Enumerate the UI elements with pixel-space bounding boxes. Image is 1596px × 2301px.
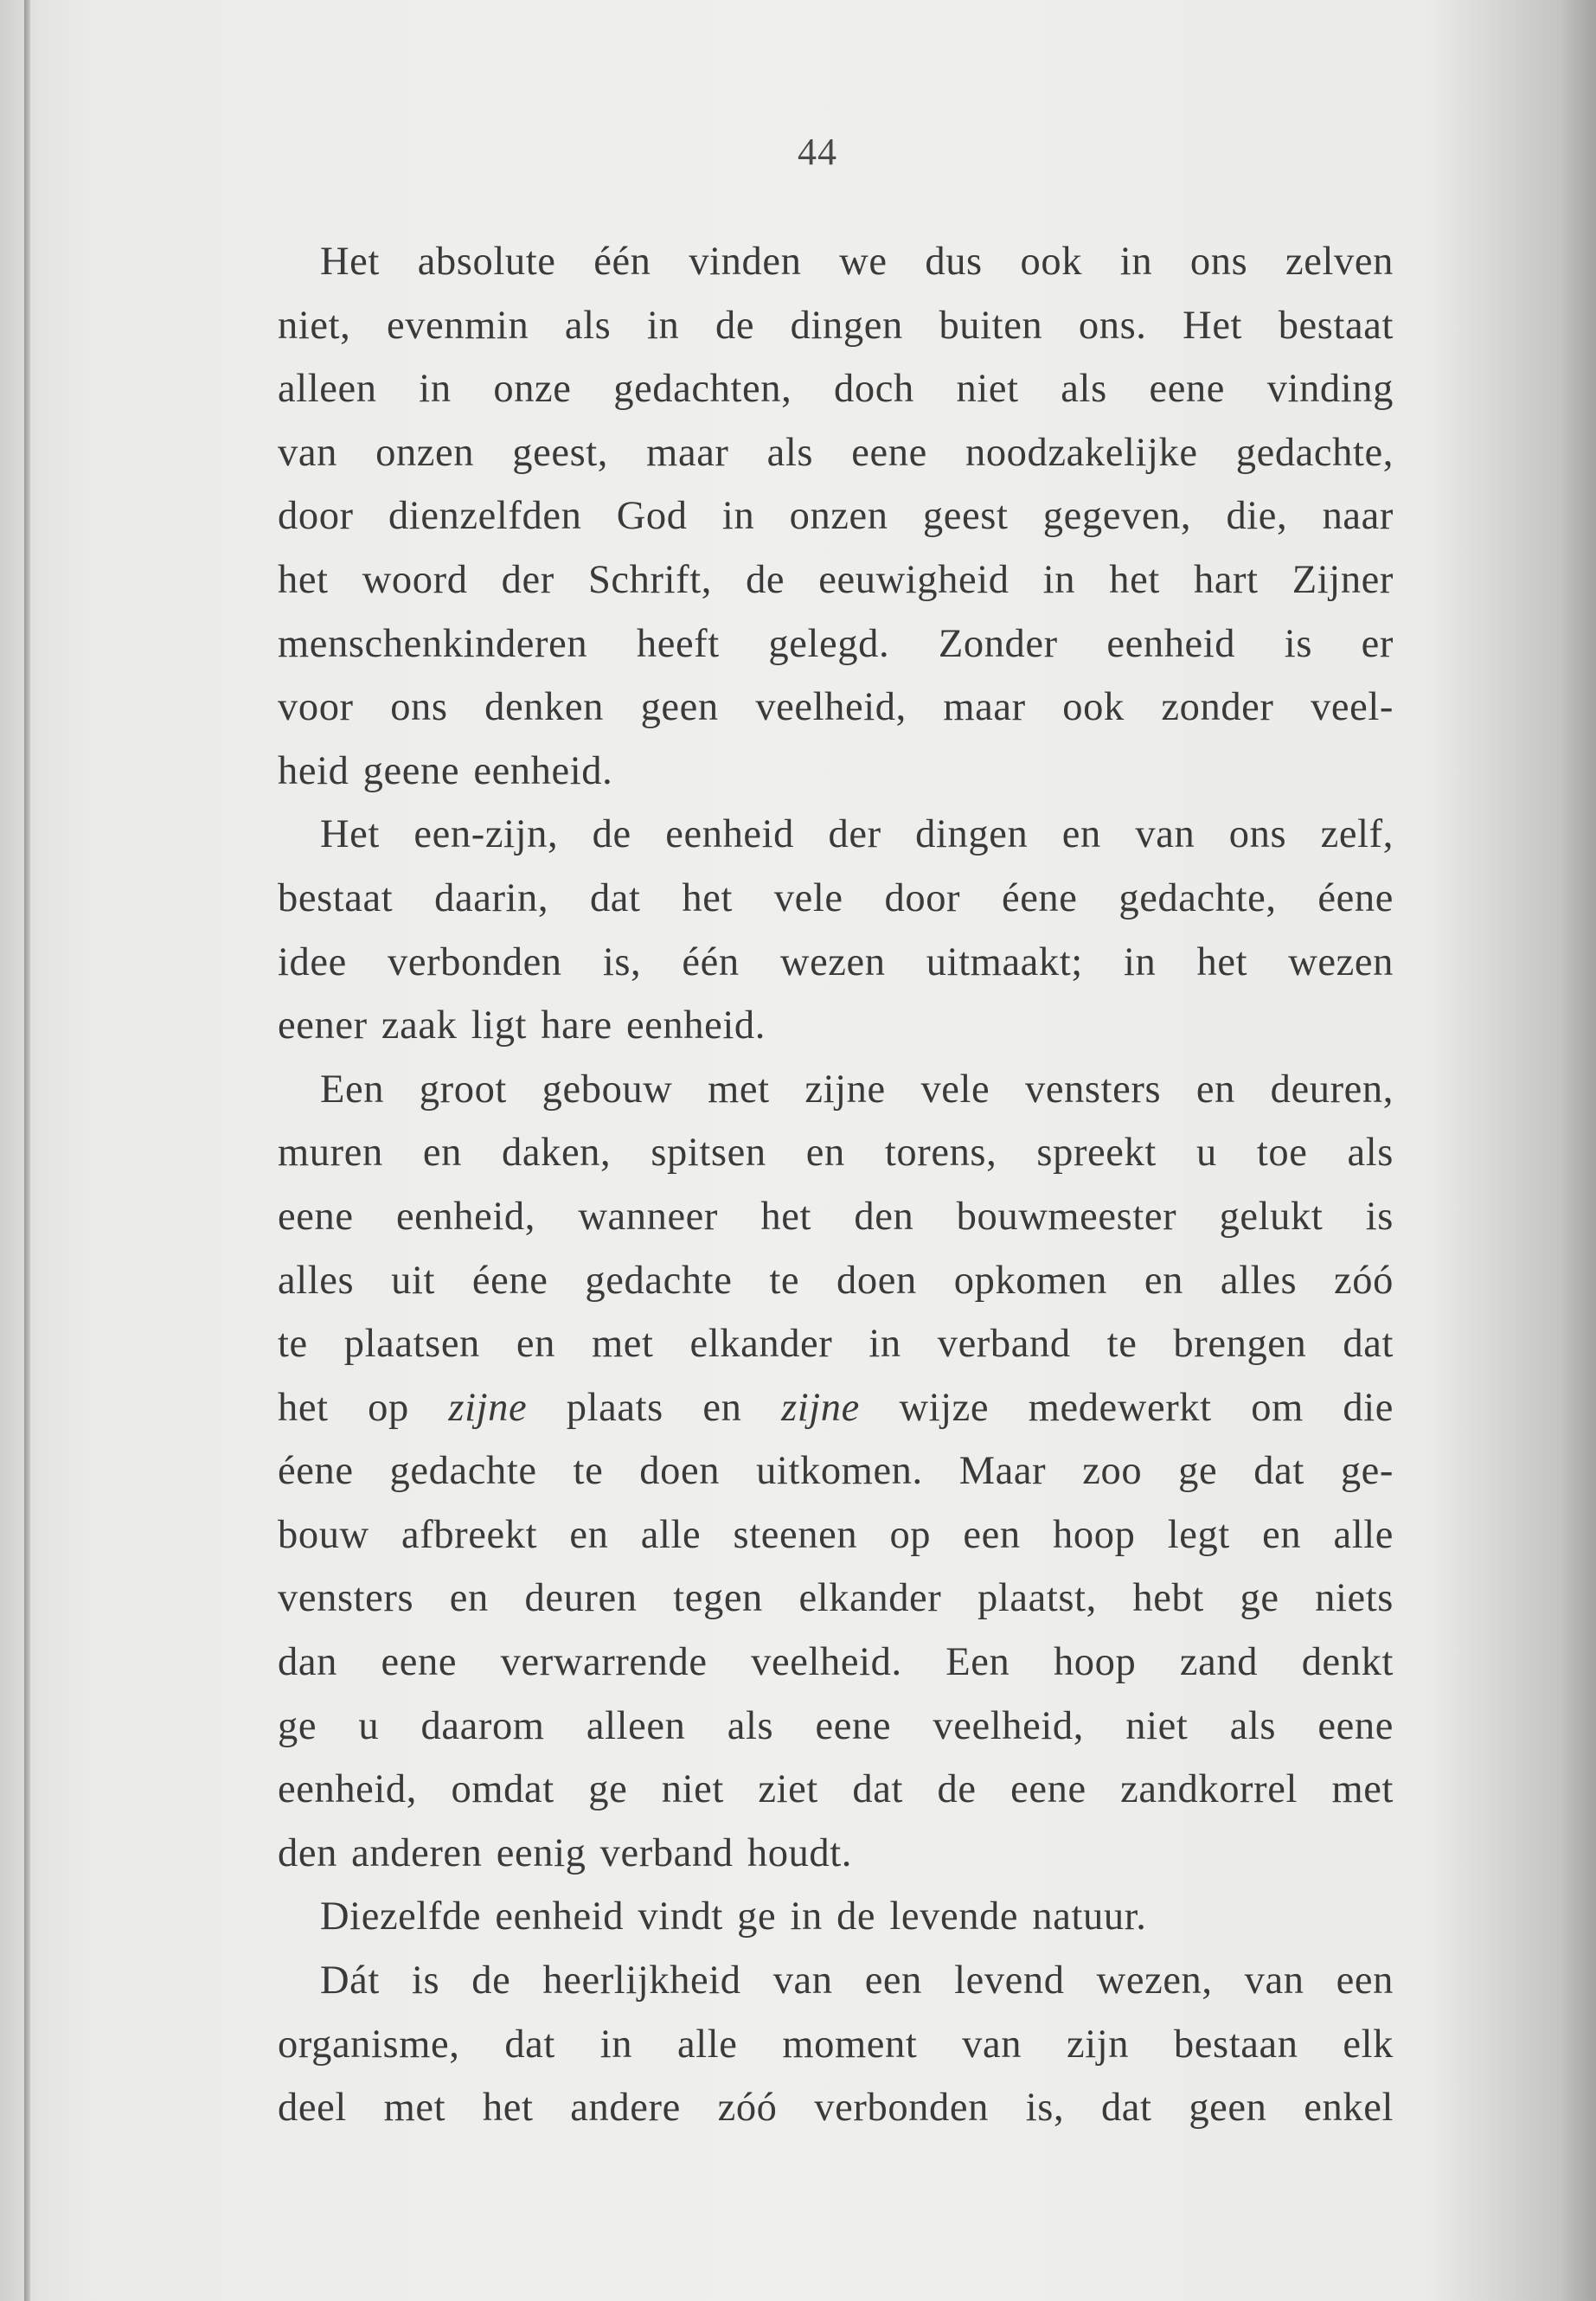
text-line: menschenkinderen heeft gelegd. Zonder eenheid is er [278,621,1394,666]
text-line: éene gedachte te doen uitkomen. Maar zoo ge dat ge- [278,1449,1394,1494]
paragraph [278,1058,1394,1886]
text-run: plaats en [527,1385,782,1430]
text-line: Het een-zijn, de eenheid der dingen en van ons zelf, [320,812,1394,857]
text-line: Diezelfde eenheid vindt ge in de levende natuur. [320,1894,1147,1939]
text-line: te plaatsen en met elkander in verband te brengen dat [278,1322,1394,1367]
text-line: muren en daken, spitsen en torens, spreekt u toe als [278,1131,1394,1176]
page-number: 44 [798,131,837,173]
paragraph [278,1885,1394,1949]
text-line: deel met het andere zóó verbonden is, dat geen enkel [278,2086,1394,2131]
text-line: den anderen eenig verband houdt. [278,1830,852,1875]
text-line: van onzen geest, maar als eene noodzakelijke gedachte, [278,430,1394,475]
text-line: Dát is de heerlijkheid van een levend wezen, van een [320,1958,1394,2003]
text-line: door dienzelfden God in onzen geest gegeven, die, naar [278,494,1394,539]
text-line: bouw afbreekt en alle steenen op een hoop legt en alle [278,1512,1394,1557]
page-edge-shadow [1561,0,1596,2301]
paragraph [278,803,1394,1057]
text-line-with-italics [278,1376,1394,1440]
italic-word: zijne [448,1385,528,1430]
text-line: ge u daarom alleen als eene veelheid, niet als eene [278,1703,1394,1748]
text-line: alleen in onze gedachten, doch niet als eene vinding [278,367,1394,412]
text-line: idee verbonden is, één wezen uitmaakt; in het wezen [278,939,1394,984]
text-line: vensters en deuren tegen elkander plaatst, hebt ge niets [278,1576,1394,1621]
text-line: voor ons denken geen veelheid, maar ook zonder veel- [278,685,1394,730]
text-line: Een groot gebouw met zijne vele vensters en deuren, [320,1067,1394,1112]
text-run: het op [278,1385,449,1430]
text-line: eener zaak ligt hare eenheid. [278,1003,766,1048]
text-line: organisme, dat in alle moment van zijn bestaan elk [278,2022,1394,2067]
page-binding-edge [24,0,30,2301]
paragraph [278,1949,1394,2140]
text-line: eenheid, omdat ge niet ziet dat de eene zandkorrel met [278,1767,1394,1812]
text-line: Het absolute één vinden we dus ook in ons zelven [320,240,1394,284]
text-line: bestaat daarin, dat het vele door éene gedachte, éene [278,875,1394,920]
text-line: het woord der Schrift, de eeuwigheid in het hart Zijner [278,557,1394,602]
text-line: alles uit éene gedachte te doen opkomen en alles zóó [278,1258,1394,1303]
text-run: wijze medewerkt om die [859,1385,1394,1430]
paragraph [278,230,1394,803]
text-line: eene eenheid, wanneer het den bouwmeester gelukt is [278,1194,1394,1239]
text-line: niet, evenmin als in de dingen buiten ons. Het bestaat [278,303,1394,348]
body-text [278,230,1394,2140]
text-line: heid geene eenheid. [278,748,613,793]
text-line: dan eene verwarrende veelheid. Een hoop zand denkt [278,1640,1394,1685]
italic-word: zijne [781,1385,860,1430]
